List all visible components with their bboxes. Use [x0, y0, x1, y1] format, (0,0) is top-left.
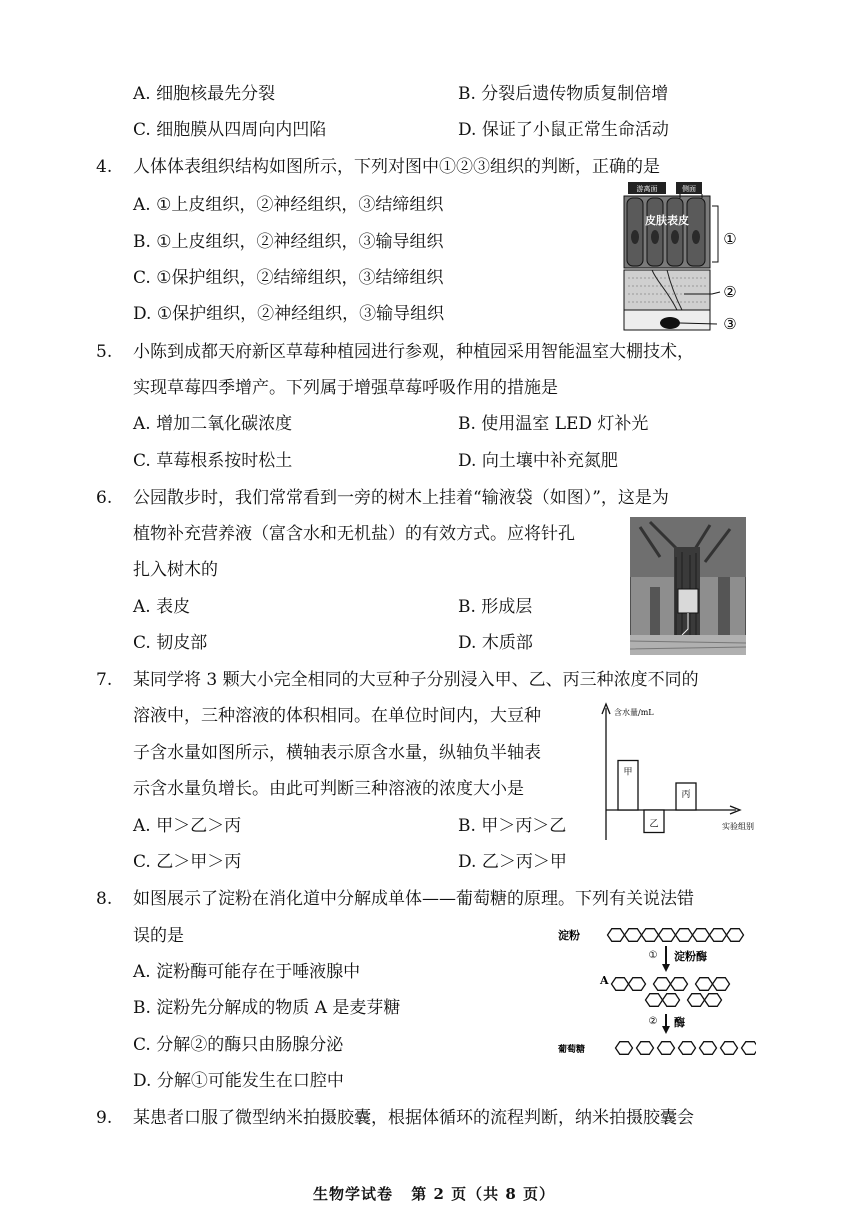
q3-option-c: C. 细胞膜从四周向内凹陷 [133, 120, 327, 140]
maltose-hexagon [705, 994, 722, 1007]
q5-stem-line1: 小陈到成都天府新区草莓种植园进行参观，种植园采用智能温室大棚技术， [133, 342, 694, 362]
tree-infusion-photo [630, 517, 746, 655]
q8-option-a: A. 淀粉酶可能存在于唾液腺中 [133, 962, 361, 982]
q7-stem-line2: 溶液中，三种溶液的体积相同。在单位时间内，大豆种 [133, 706, 541, 726]
starch-hexagon [710, 929, 727, 942]
q7-stem-line3: 子含水量如图所示，横轴表示原含水量，纵轴负半轴表 [133, 743, 541, 763]
q7-option-a: A. 甲＞乙＞丙 [133, 816, 242, 836]
glucose-hexagon [637, 1042, 654, 1055]
q6-number: 6. [96, 488, 113, 508]
glucose-hexagon [616, 1042, 633, 1055]
maltose-hexagon [688, 994, 705, 1007]
maltose-hexagon [713, 978, 730, 991]
enzyme-2-label: 酶 [674, 1016, 685, 1029]
starch-hexagon [625, 929, 642, 942]
maltose-hexagon [654, 978, 671, 991]
page-footer [0, 1183, 868, 1204]
starch-hexagon [727, 929, 744, 942]
footer-subject: 生物学试卷 [312, 1185, 393, 1203]
q3-option-d: D. 保证了小鼠正常生命活动 [458, 120, 669, 140]
bar-label-1: 乙 [649, 819, 659, 830]
q7-option-b: B. 甲＞丙＞乙 [458, 816, 567, 836]
q3-option-b: B. 分裂后遗传物质复制倍增 [458, 84, 669, 104]
q7-stem-line4: 示含水量负增长。由此可判断三种溶液的浓度大小是 [133, 779, 524, 799]
glucose-hexagon [721, 1042, 738, 1055]
q5-option-a: A. 增加二氧化碳浓度 [133, 414, 293, 434]
step-2-marker: ② [648, 1016, 658, 1027]
label-free-surface: 游离面 [636, 185, 658, 193]
q8-stem-line2: 误的是 [133, 926, 184, 946]
footer-page-number: 第 2 页（共 8 页） [411, 1185, 555, 1203]
q4-stem: 人体体表组织结构如图所示，下列对图中①②③组织的判断，正确的是 [133, 157, 660, 177]
q4-option-b: B. ①上皮组织，②神经组织，③输导组织 [133, 232, 444, 252]
q6-option-a: A. 表皮 [133, 597, 191, 617]
starch-label: 淀粉 [558, 929, 580, 942]
q6-stem-line2: 植物补充营养液（富含水和无机盐）的有效方式。应将针孔 [133, 524, 575, 544]
q5-stem-line2: 实现草莓四季增产。下列属于增强草莓呼吸作用的措施是 [133, 378, 558, 398]
q4-option-a: A. ①上皮组织，②神经组织，③结缔组织 [133, 195, 444, 215]
marker-1: ① [723, 230, 737, 248]
starch-hexagon [608, 929, 625, 942]
q5-option-b: B. 使用温室 LED 灯补光 [458, 414, 649, 434]
q5-number: 5. [96, 342, 113, 362]
q5-option-c: C. 草莓根系按时松土 [133, 451, 293, 471]
a-label: A [600, 974, 609, 987]
glucose-hexagon [679, 1042, 696, 1055]
starch-hexagon [642, 929, 659, 942]
glucose-hexagon [700, 1042, 717, 1055]
maltose-hexagon [646, 994, 663, 1007]
q6-stem-line3: 扎入树木的 [133, 560, 218, 580]
q8-option-c: C. 分解②的酶只由肠腺分泌 [133, 1035, 344, 1055]
q8-option-d: D. 分解①可能发生在口腔中 [133, 1071, 344, 1091]
q8-stem-line1: 如图展示了淀粉在消化道中分解成单体——葡萄糖的原理。下列有关说法错 [133, 889, 694, 909]
x-axis-label: 实验组别 [722, 822, 754, 831]
q6-option-c: C. 韧皮部 [133, 633, 208, 653]
y-axis-label: 含水量/mL [614, 708, 654, 717]
label-side-surface: 侧面 [682, 185, 696, 193]
skin-tissue-figure [612, 182, 762, 334]
q4-option-c: C. ①保护组织，②结缔组织，③结缔组织 [133, 268, 444, 288]
starch-hexagon [693, 929, 710, 942]
q7-option-d: D. 乙＞丙＞甲 [458, 852, 567, 872]
q7-option-c: C. 乙＞甲＞丙 [133, 852, 242, 872]
marker-3: ③ [723, 315, 737, 333]
q4-number: 4. [96, 157, 113, 177]
water-content-chart [596, 700, 756, 846]
bar-label-2: 丙 [681, 790, 691, 800]
q6-option-d: D. 木质部 [458, 633, 533, 653]
maltose-hexagon [629, 978, 646, 991]
enzyme-1-label: 淀粉酶 [674, 950, 707, 963]
starch-digestion-figure [556, 918, 756, 1068]
q5-option-d: D. 向土壤中补充氮肥 [458, 451, 618, 471]
q3-option-a: A. 细胞核最先分裂 [133, 84, 276, 104]
glucose-hexagon [658, 1042, 675, 1055]
q8-option-b: B. 淀粉先分解成的物质 A 是麦芽糖 [133, 998, 401, 1018]
q8-number: 8. [96, 889, 113, 909]
maltose-hexagon [612, 978, 629, 991]
q6-option-b: B. 形成层 [458, 597, 533, 617]
marker-2: ② [723, 283, 737, 301]
q6-stem-line1: 公园散步时，我们常常看到一旁的树木上挂着“输液袋（如图）”，这是为 [133, 488, 669, 508]
maltose-hexagon [696, 978, 713, 991]
q7-stem-line1: 某同学将 3 颗大小完全相同的大豆种子分别浸入甲、乙、丙三种浓度不同的 [133, 670, 699, 690]
starch-hexagon [676, 929, 693, 942]
label-skin-epidermis: 皮肤表皮 [645, 214, 689, 227]
q7-number: 7. [96, 670, 113, 690]
bar-label-0: 甲 [623, 767, 633, 778]
step-1-marker: ① [648, 950, 658, 961]
glucose-label: 葡萄糖 [558, 1045, 586, 1055]
maltose-hexagon [663, 994, 680, 1007]
q9-stem: 某患者口服了微型纳米拍摄胶囊，根据体循环的流程判断，纳米拍摄胶囊会 [133, 1108, 694, 1128]
q4-option-d: D. ①保护组织，②神经组织，③输导组织 [133, 304, 445, 324]
glucose-hexagon [742, 1042, 757, 1055]
q9-number: 9. [96, 1108, 113, 1128]
maltose-hexagon [671, 978, 688, 991]
starch-hexagon [659, 929, 676, 942]
